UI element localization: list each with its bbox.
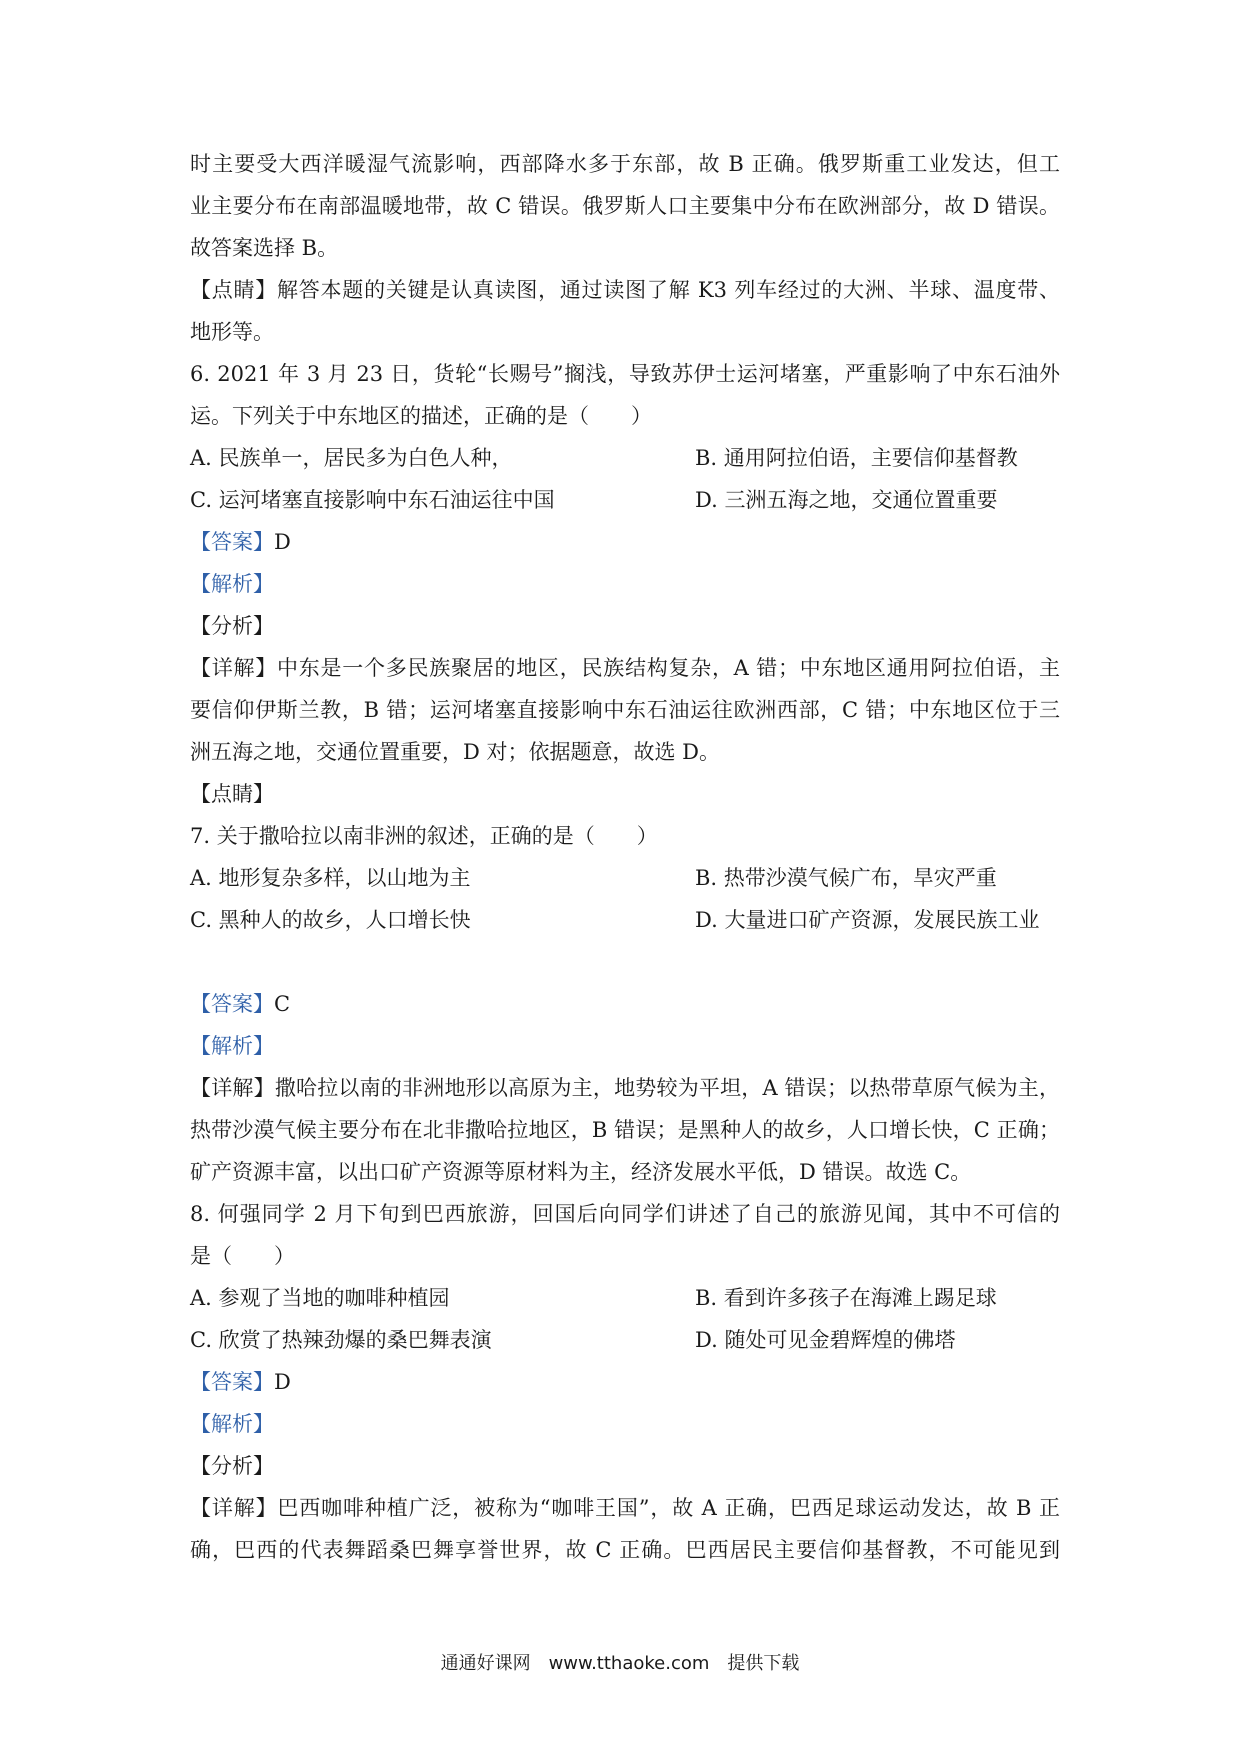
fenxi-tag: 【分析】 <box>190 614 274 638</box>
option-a: A. 参观了当地的咖啡种植园 <box>190 1286 450 1310</box>
question-8-stem: 8. 何强同学 2 月下旬到巴西旅游，回国后向同学们讲述了自己的旅游见闻，其中不可信的 <box>190 1202 1060 1226</box>
dianjing-line: 【点睛】解答本题的关键是认真读图，通过读图了解 K3 列车经过的大洲、半球、温度带、 <box>190 278 1060 302</box>
answer-value: D <box>274 530 291 554</box>
question-7-stem: 7. 关于撒哈拉以南非洲的叙述，正确的是（ ） <box>190 824 658 848</box>
dianjing-tag: 【点睛】 <box>190 782 274 806</box>
detail-line: 确，巴西的代表舞蹈桑巴舞享誉世界，故 C 正确。巴西居民主要信仰基督教，不可能见到 <box>190 1538 1060 1562</box>
answer-line <box>190 527 1060 557</box>
answer-line <box>190 989 1060 1019</box>
paragraph-line: 故答案选择 B。 <box>190 236 339 260</box>
answer-tag: 【答案】 <box>190 1370 274 1394</box>
detail-line: 矿产资源丰富，以出口矿产资源等原材料为主，经济发展水平低，D 错误。故选 C。 <box>190 1160 972 1184</box>
dianjing-line: 地形等。 <box>190 320 274 344</box>
option-c: C. 黑种人的故乡，人口增长快 <box>190 908 471 932</box>
detail-line: 要信仰伊斯兰教，B 错；运河堵塞直接影响中东石油运往欧洲西部，C 错；中东地区位于三 <box>190 698 1060 722</box>
page-footer: 通通好课网 www.tthaoke.com 提供下载 <box>440 1653 800 1674</box>
option-b: B. 通用阿拉伯语，主要信仰基督教 <box>695 446 1018 470</box>
answer-line <box>190 1367 1060 1397</box>
option-d: D. 随处可见金碧辉煌的佛塔 <box>695 1328 956 1352</box>
detail-line: 【详解】撒哈拉以南的非洲地形以高原为主，地势较为平坦，A 错误；以热带草原气候为主， <box>190 1076 1060 1100</box>
option-a: A. 地形复杂多样，以山地为主 <box>190 866 471 890</box>
option-b: B. 看到许多孩子在海滩上踢足球 <box>695 1286 997 1310</box>
detail-line: 洲五海之地，交通位置重要，D 对；依据题意，故选 D。 <box>190 740 721 764</box>
jiexi-tag: 【解析】 <box>190 1412 274 1436</box>
paragraph-line: 时主要受大西洋暖湿气流影响，西部降水多于东部，故 B 正确。俄罗斯重工业发达，但工 <box>190 152 1060 176</box>
jiexi-tag: 【解析】 <box>190 572 274 596</box>
option-d: D. 三洲五海之地，交通位置重要 <box>695 488 998 512</box>
option-d: D. 大量进口矿产资源，发展民族工业 <box>695 908 1040 932</box>
paragraph-line: 业主要分布在南部温暖地带，故 C 错误。俄罗斯人口主要集中分布在欧洲部分，故 D 错误。 <box>190 194 1060 218</box>
answer-value: D <box>274 1370 291 1394</box>
question-6-stem: 6. 2021 年 3 月 23 日，货轮“长赐号”搁浅，导致苏伊士运河堵塞，严重影响了中东石油外 <box>190 362 1060 386</box>
detail-line: 【详解】中东是一个多民族聚居的地区，民族结构复杂，A 错；中东地区通用阿拉伯语，主 <box>190 656 1060 680</box>
answer-tag: 【答案】 <box>190 530 274 554</box>
option-c: C. 运河堵塞直接影响中东石油运往中国 <box>190 488 555 512</box>
option-a: A. 民族单一，居民多为白色人种， <box>190 446 513 470</box>
fenxi-tag: 【分析】 <box>190 1454 274 1478</box>
option-c: C. 欣赏了热辣劲爆的桑巴舞表演 <box>190 1328 492 1352</box>
answer-tag: 【答案】 <box>190 992 274 1016</box>
answer-value: C <box>274 992 291 1016</box>
question-6-stem: 运。下列关于中东地区的描述，正确的是（ ） <box>190 404 652 428</box>
question-8-stem: 是（ ） <box>190 1244 295 1268</box>
detail-line: 热带沙漠气候主要分布在北非撒哈拉地区，B 错误；是黑种人的故乡，人口增长快，C 正确； <box>190 1118 1060 1142</box>
detail-line: 【详解】巴西咖啡种植广泛，被称为“咖啡王国”，故 A 正确，巴西足球运动发达，故 B 正 <box>190 1496 1060 1520</box>
jiexi-tag: 【解析】 <box>190 1034 274 1058</box>
option-b: B. 热带沙漠气候广布，旱灾严重 <box>695 866 997 890</box>
